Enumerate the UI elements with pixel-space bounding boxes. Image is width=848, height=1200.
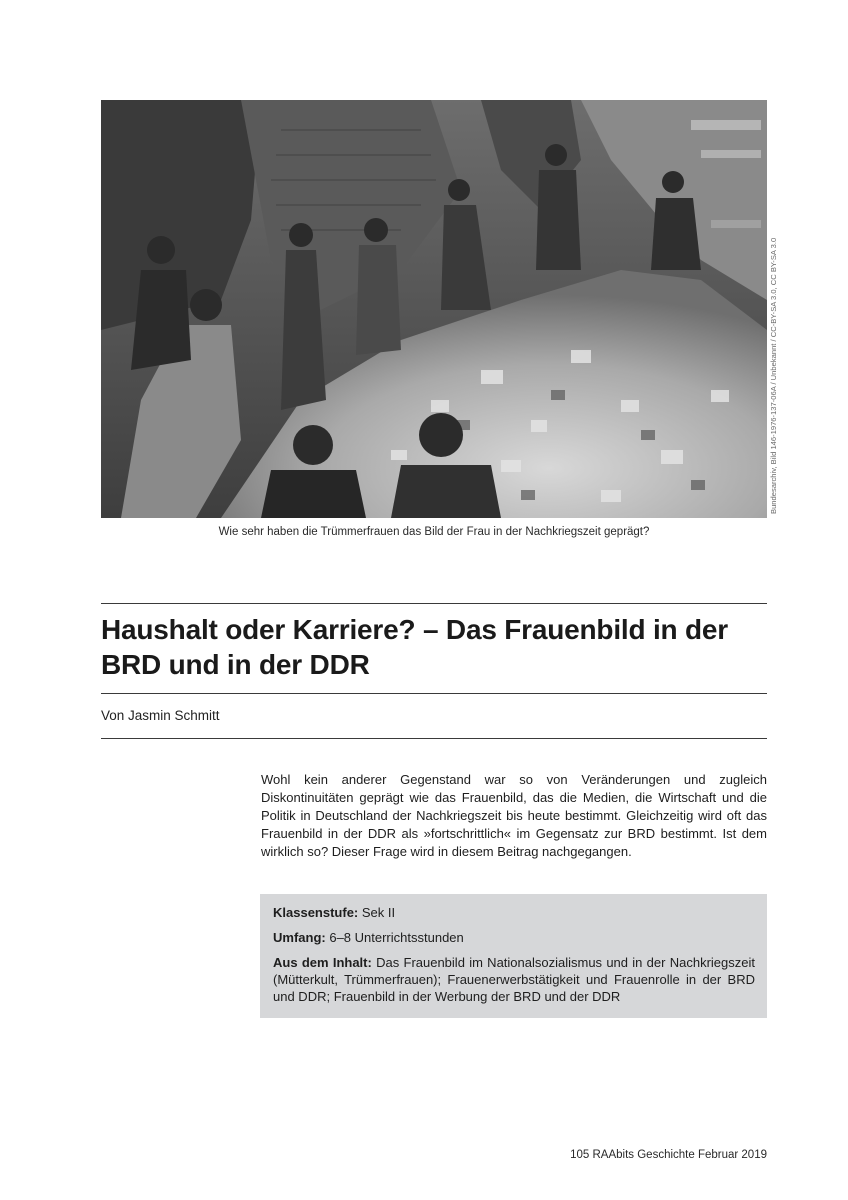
info-scope-label: Umfang: (273, 930, 326, 945)
info-content-label: Aus dem Inhalt: (273, 955, 372, 970)
title-top-rule (101, 603, 767, 604)
info-level-label: Klassenstufe: (273, 905, 359, 920)
intro-paragraph: Wohl kein anderer Gegenstand war so von Veränderungen und zugleich Diskontinuitäten geprägt wie das Frauenbild, das die Medien, die Wirtschaft und die Politik in Deutschland der Nachkriegszeit bis heute bestimmt. Gleichzeitig wird oft das Frauenbild in der DDR als »fortschrittlich« im Gegensatz zur BRD bestimmt. Ist dem wirklich so? Dieser Frage wird in diesem Beitrag nachgegangen. (261, 772, 767, 859)
info-level-value: Sek II (361, 905, 396, 920)
info-content (273, 954, 755, 1005)
info-box (260, 894, 767, 1018)
photo-credit: Bundesarchiv, Bild 146-1976-137-06A / Unbekannt / CC-BY-SA 3.0, CC BY-SA 3.0 (769, 237, 778, 514)
author-line: Von Jasmin Schmitt (101, 708, 220, 723)
article-title: Haushalt oder Karriere? – Das Frauenbild in der BRD und in der DDR (101, 614, 728, 680)
info-scope (273, 929, 755, 946)
title-bottom-rule (101, 693, 767, 694)
info-scope-value: 6–8 Unterrichtsstunden (329, 930, 464, 945)
photo-truemmerfrauen (101, 100, 767, 518)
photo-illustration (101, 100, 767, 518)
photo-caption: Wie sehr haben die Trümmerfrauen das Bild der Frau in der Nachkriegszeit geprägt? (218, 526, 650, 538)
info-level (273, 904, 755, 921)
page-footer: 105 RAAbits Geschichte Februar 2019 (570, 1149, 767, 1161)
info-content-value: Das Frauenbild im Nationalsozialismus und in der Nachkriegszeit (Mütterkult, Trümmerfrauen); Frauenerwerbstätigkeit und Frauenrolle in der BRD und DDR; Frauenbild in der Werbung der BRD und der DDR (273, 955, 755, 1004)
author-rule (101, 738, 767, 739)
